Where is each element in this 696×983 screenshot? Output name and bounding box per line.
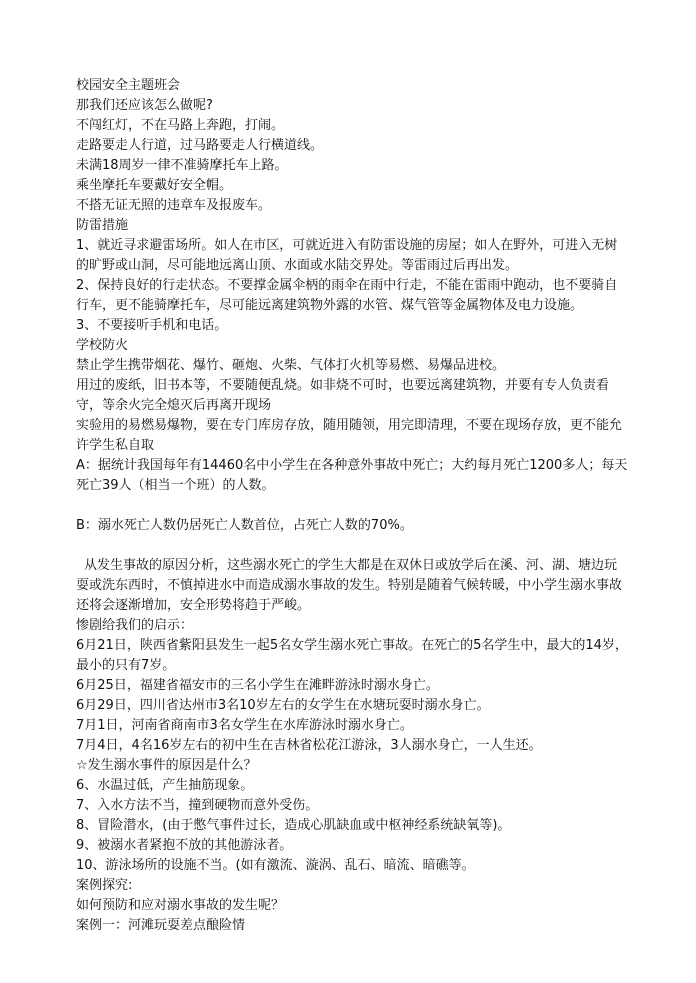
lesson-item: 6月29日，四川省达州市3名10岁左右的女学生在水塘玩耍时溺水身亡。 [76,698,490,713]
lightning-item: 1、就近寻求避雷场所。如人在市区，可就近进入有防雷设施的房屋；如人在野外，可进入无树的旷野或山洞，尽可能地远离山顶、水面或水陆交界处。等雷雨过后再出发。 [76,238,618,273]
fire-item: 用过的废纸，旧书本等，不要随便乱烧。如非烧不可时，也要远离建筑物，并要有专人负责看守，等余火完全熄灭后再离开现场 [76,378,610,413]
stat-b: B：溺水死亡人数仍居死亡人数首位，占死亡人数的70%。 [76,518,413,533]
fire-item: 实验用的易燃易爆物，要在专门库房存放，随用随领，用完即清理，不要在现场存放，更不能允许学生私自取 [76,418,623,453]
spacer [76,496,628,516]
case-one-title: 案例一：河滩玩耍差点酿险情 [76,918,246,933]
cause-item: 10、游泳场所的设施不当。(如有激流、漩涡、乱石、暗流、暗礁等。 [76,858,475,873]
lesson-item: 6月25日，福建省福安市的三名小学生在滩畔游泳时溺水身亡。 [76,678,439,693]
spacer [76,536,628,556]
lightning-item: 3、不要接听手机和电话。 [76,318,228,333]
analysis-paragraph: 从发生事故的原因分析，这些溺水死亡的学生大都是在双休日或放学后在溪、河、湖、塘边玩耍或洗东西时，不慎掉进水中而造成溺水事故的发生。特别是随着气候转暖，中小学生溺水事故还将会逐渐增加，安全形势将趋于严峻。 [76,558,623,613]
cause-item: 6、水温过低，产生抽筋现象。 [76,778,254,793]
traffic-item: 乘坐摩托车要戴好安全帽。 [76,178,233,193]
case-study-question: 如何预防和应对溺水事故的发生呢？ [76,898,285,913]
fire-heading: 学校防火 [76,338,129,353]
traffic-item: 不搭无证无照的违章车及报废车。 [76,198,272,213]
document-page [76,76,628,936]
stat-a: A：据统计我国每年有14460名中小学生在各种意外事故中死亡；大约每月死亡1200多人；每天死亡39人（相当一个班）的人数。 [76,458,628,493]
cause-item: 8、冒险潜水，(由于憋气事件过长，造成心肌缺血或中枢神经系统缺氧等)。 [76,818,511,833]
causes-heading: ☆发生溺水事件的原因是什么？ [76,758,257,773]
cause-item: 7、入水方法不当，撞到硬物而意外受伤。 [76,798,319,813]
cause-item: 9、被溺水者紧抱不放的其他游泳者。 [76,838,293,853]
traffic-item: 走路要走人行道，过马路要走人行横道线。 [76,138,324,153]
traffic-item: 不闯红灯，不在马路上奔跑，打闹。 [76,118,285,133]
lesson-item: 7月4日，4名16岁左右的初中生在吉林省松花江游泳，3人溺水身亡，一人生还。 [76,738,542,753]
lesson-item: 6月21日，陕西省紫阳县发生一起5名女学生溺水死亡事故。在死亡的5名学生中，最大的14岁，最小的只有7岁。 [76,638,628,673]
lesson-item: 7月1日，河南省商南市3名女学生在水库游泳时溺水身亡。 [76,718,413,733]
traffic-item: 未满18周岁一律不准骑摩托车上路。 [76,158,288,173]
document-title: 校园安全主题班会 [76,78,181,93]
lessons-heading: 惨剧给我们的启示： [76,618,194,633]
traffic-heading: 那我们还应该怎么做呢? [76,98,213,113]
case-study-heading: 案例探究: [76,878,133,893]
fire-item: 禁止学生携带烟花、爆竹、砸炮、火柴、气体打火机等易燃、易爆品进校。 [76,358,506,373]
lightning-item: 2、保持良好的行走状态。不要撑金属伞柄的雨伞在雨中行走，不能在雷雨中跑动，也不要骑自行车，更不能骑摩托车，尽可能远离建筑物外露的水管、煤气管等金属物体及电力设施。 [76,278,618,313]
lightning-heading: 防雷措施 [76,218,129,233]
